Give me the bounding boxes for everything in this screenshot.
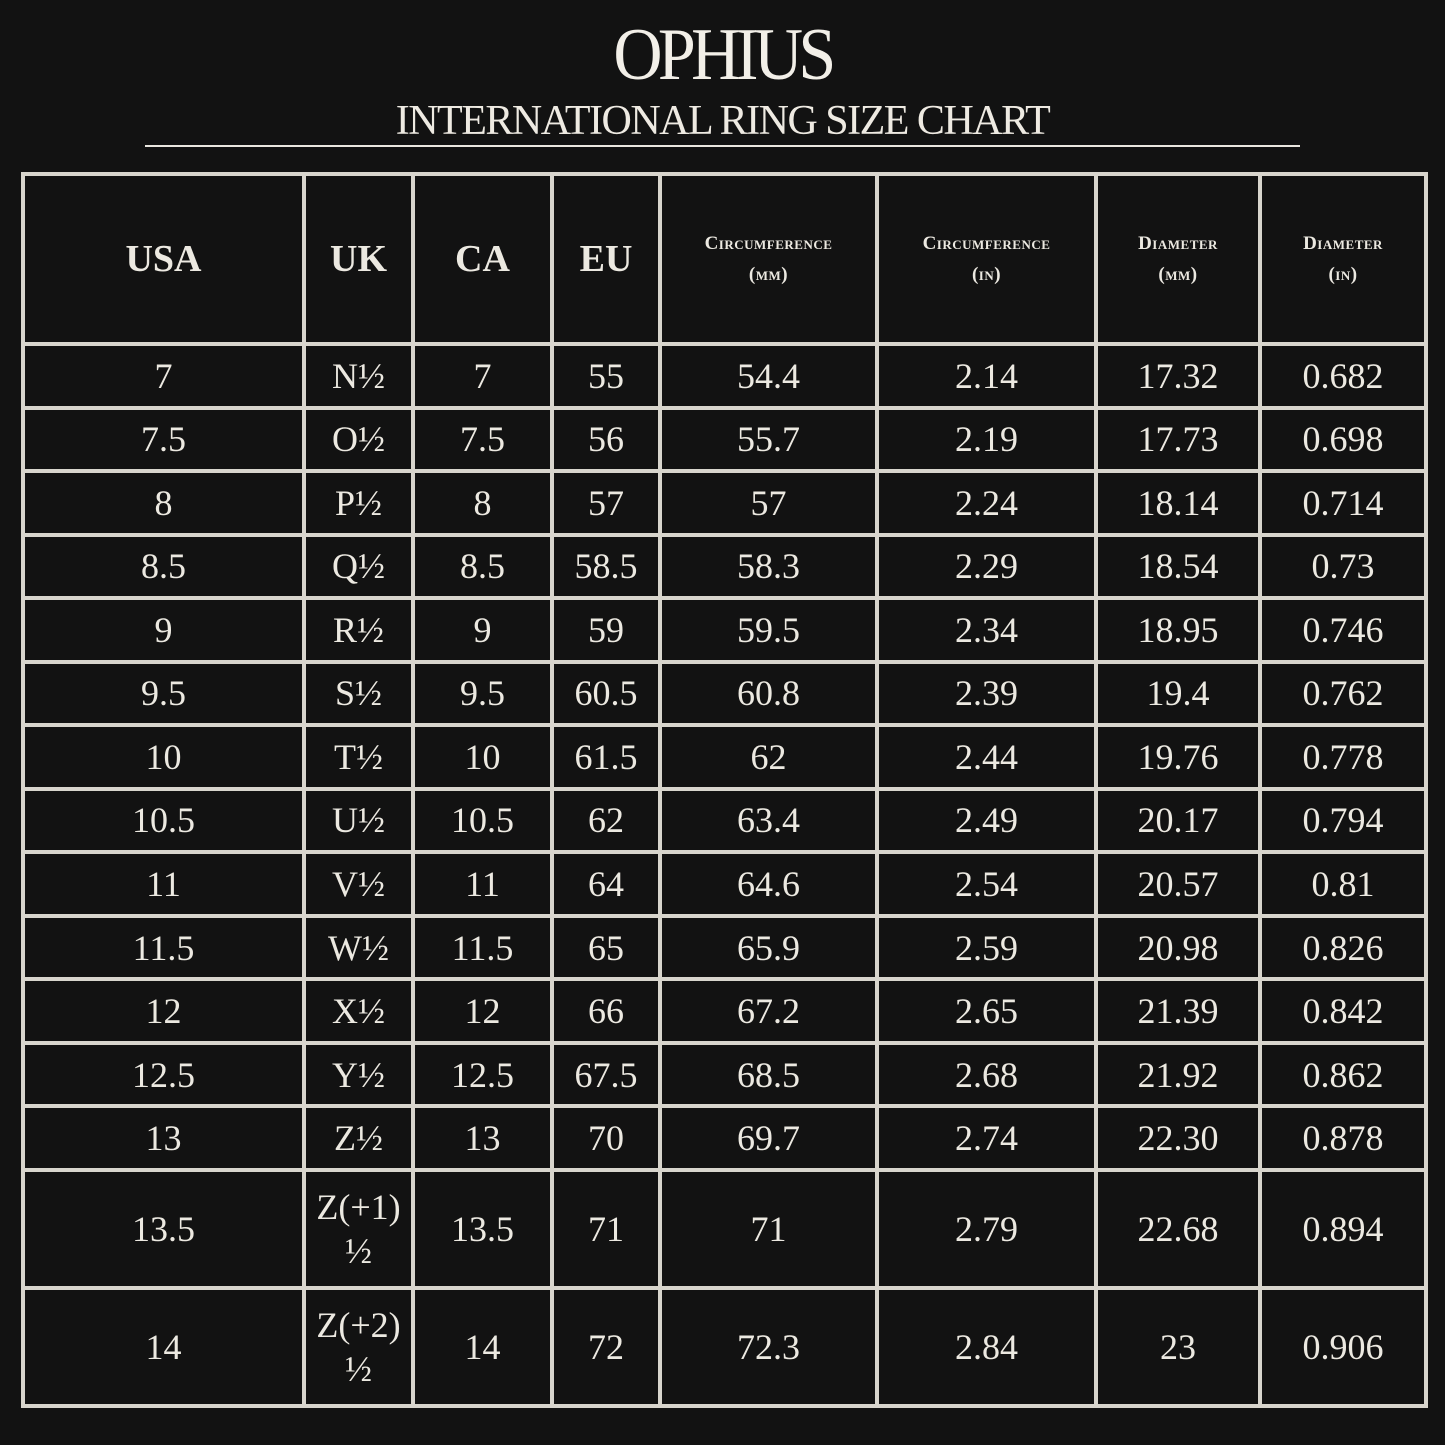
table-row bbox=[23, 408, 1426, 472]
cell-diameter-mm: 21.39 bbox=[1096, 979, 1260, 1043]
cell-ca: 13 bbox=[413, 1106, 552, 1170]
cell-circumference-in: 2.39 bbox=[877, 662, 1096, 726]
cell-uk: N½ bbox=[304, 344, 413, 408]
cell-circumference-mm: 67.2 bbox=[660, 979, 877, 1043]
page-title: INTERNATIONAL RING SIZE CHART bbox=[395, 98, 1050, 144]
brand-logo: OPHIUS bbox=[613, 14, 832, 96]
cell-diameter-in: 0.762 bbox=[1260, 662, 1426, 726]
cell-usa: 8.5 bbox=[23, 535, 304, 599]
cell-eu: 64 bbox=[552, 852, 660, 916]
cell-circumference-mm: 68.5 bbox=[660, 1043, 877, 1107]
cell-circumference-in: 2.49 bbox=[877, 789, 1096, 853]
cell-uk: Z(+1) ½ bbox=[304, 1170, 413, 1288]
cell-eu: 57 bbox=[552, 471, 660, 535]
cell-usa: 11 bbox=[23, 852, 304, 916]
cell-uk: T½ bbox=[304, 725, 413, 789]
header-uk: UK bbox=[304, 174, 413, 344]
table-row bbox=[23, 852, 1426, 916]
cell-circumference-mm: 69.7 bbox=[660, 1106, 877, 1170]
cell-circumference-mm: 60.8 bbox=[660, 662, 877, 726]
cell-usa: 12.5 bbox=[23, 1043, 304, 1107]
cell-circumference-in: 2.14 bbox=[877, 344, 1096, 408]
cell-circumference-mm: 63.4 bbox=[660, 789, 877, 853]
cell-diameter-mm: 19.76 bbox=[1096, 725, 1260, 789]
cell-diameter-mm: 17.32 bbox=[1096, 344, 1260, 408]
cell-circumference-mm: 58.3 bbox=[660, 535, 877, 599]
cell-uk: Z½ bbox=[304, 1106, 413, 1170]
cell-circumference-in: 2.68 bbox=[877, 1043, 1096, 1107]
cell-diameter-in: 0.842 bbox=[1260, 979, 1426, 1043]
cell-diameter-mm: 23 bbox=[1096, 1288, 1260, 1406]
cell-ca: 8 bbox=[413, 471, 552, 535]
cell-uk: R½ bbox=[304, 598, 413, 662]
cell-circumference-mm: 54.4 bbox=[660, 344, 877, 408]
cell-usa: 11.5 bbox=[23, 916, 304, 980]
cell-eu: 65 bbox=[552, 916, 660, 980]
cell-uk: Y½ bbox=[304, 1043, 413, 1107]
cell-ca: 7.5 bbox=[413, 408, 552, 472]
cell-diameter-mm: 20.17 bbox=[1096, 789, 1260, 853]
cell-eu: 70 bbox=[552, 1106, 660, 1170]
cell-uk: P½ bbox=[304, 471, 413, 535]
header-diameter-in: Diameter (in) bbox=[1260, 174, 1426, 344]
cell-diameter-mm: 20.98 bbox=[1096, 916, 1260, 980]
table-row bbox=[23, 1106, 1426, 1170]
cell-usa: 13 bbox=[23, 1106, 304, 1170]
cell-usa: 7.5 bbox=[23, 408, 304, 472]
cell-diameter-mm: 20.57 bbox=[1096, 852, 1260, 916]
cell-circumference-in: 2.54 bbox=[877, 852, 1096, 916]
cell-usa: 10.5 bbox=[23, 789, 304, 853]
header-usa: USA bbox=[23, 174, 304, 344]
cell-diameter-mm: 17.73 bbox=[1096, 408, 1260, 472]
header-ca: CA bbox=[413, 174, 552, 344]
cell-ca: 10 bbox=[413, 725, 552, 789]
table-row bbox=[23, 662, 1426, 726]
cell-circumference-mm: 72.3 bbox=[660, 1288, 877, 1406]
cell-uk: Q½ bbox=[304, 535, 413, 599]
cell-uk: S½ bbox=[304, 662, 413, 726]
header-circumference-mm: Circumference (mm) bbox=[660, 174, 877, 344]
cell-eu: 62 bbox=[552, 789, 660, 853]
cell-usa: 13.5 bbox=[23, 1170, 304, 1288]
cell-usa: 12 bbox=[23, 979, 304, 1043]
table-body bbox=[23, 344, 1426, 1406]
cell-eu: 67.5 bbox=[552, 1043, 660, 1107]
table-row bbox=[23, 471, 1426, 535]
cell-diameter-in: 0.81 bbox=[1260, 852, 1426, 916]
cell-ca: 9 bbox=[413, 598, 552, 662]
table-row bbox=[23, 535, 1426, 599]
cell-eu: 60.5 bbox=[552, 662, 660, 726]
cell-diameter-mm: 18.14 bbox=[1096, 471, 1260, 535]
cell-eu: 58.5 bbox=[552, 535, 660, 599]
cell-ca: 12.5 bbox=[413, 1043, 552, 1107]
cell-circumference-mm: 64.6 bbox=[660, 852, 877, 916]
cell-circumference-in: 2.24 bbox=[877, 471, 1096, 535]
cell-eu: 59 bbox=[552, 598, 660, 662]
cell-circumference-in: 2.29 bbox=[877, 535, 1096, 599]
cell-eu: 71 bbox=[552, 1170, 660, 1288]
cell-circumference-in: 2.84 bbox=[877, 1288, 1096, 1406]
cell-eu: 56 bbox=[552, 408, 660, 472]
cell-uk: W½ bbox=[304, 916, 413, 980]
cell-diameter-in: 0.778 bbox=[1260, 725, 1426, 789]
cell-diameter-in: 0.746 bbox=[1260, 598, 1426, 662]
cell-ca: 12 bbox=[413, 979, 552, 1043]
cell-uk: V½ bbox=[304, 852, 413, 916]
cell-usa: 9 bbox=[23, 598, 304, 662]
cell-circumference-in: 2.59 bbox=[877, 916, 1096, 980]
table-row bbox=[23, 1043, 1426, 1107]
cell-ca: 13.5 bbox=[413, 1170, 552, 1288]
cell-diameter-mm: 19.4 bbox=[1096, 662, 1260, 726]
cell-diameter-in: 0.826 bbox=[1260, 916, 1426, 980]
cell-diameter-mm: 21.92 bbox=[1096, 1043, 1260, 1107]
cell-ca: 11.5 bbox=[413, 916, 552, 980]
cell-diameter-mm: 22.30 bbox=[1096, 1106, 1260, 1170]
cell-eu: 55 bbox=[552, 344, 660, 408]
table-row bbox=[23, 1170, 1426, 1288]
cell-diameter-mm: 22.68 bbox=[1096, 1170, 1260, 1288]
header-eu: EU bbox=[552, 174, 660, 344]
cell-ca: 11 bbox=[413, 852, 552, 916]
cell-diameter-in: 0.794 bbox=[1260, 789, 1426, 853]
header-diameter-mm: Diameter (mm) bbox=[1096, 174, 1260, 344]
cell-diameter-mm: 18.95 bbox=[1096, 598, 1260, 662]
cell-circumference-mm: 55.7 bbox=[660, 408, 877, 472]
table-row bbox=[23, 725, 1426, 789]
table-row bbox=[23, 789, 1426, 853]
cell-circumference-mm: 71 bbox=[660, 1170, 877, 1288]
table-row bbox=[23, 979, 1426, 1043]
cell-ca: 8.5 bbox=[413, 535, 552, 599]
cell-usa: 7 bbox=[23, 344, 304, 408]
title-divider bbox=[145, 145, 1300, 147]
cell-eu: 72 bbox=[552, 1288, 660, 1406]
cell-circumference-in: 2.19 bbox=[877, 408, 1096, 472]
cell-circumference-mm: 59.5 bbox=[660, 598, 877, 662]
cell-ca: 10.5 bbox=[413, 789, 552, 853]
cell-usa: 8 bbox=[23, 471, 304, 535]
cell-eu: 66 bbox=[552, 979, 660, 1043]
cell-diameter-in: 0.682 bbox=[1260, 344, 1426, 408]
cell-eu: 61.5 bbox=[552, 725, 660, 789]
header-circumference-in: Circumference (in) bbox=[877, 174, 1096, 344]
cell-diameter-in: 0.894 bbox=[1260, 1170, 1426, 1288]
table-row bbox=[23, 344, 1426, 408]
cell-diameter-mm: 18.54 bbox=[1096, 535, 1260, 599]
cell-diameter-in: 0.698 bbox=[1260, 408, 1426, 472]
cell-ca: 9.5 bbox=[413, 662, 552, 726]
cell-circumference-mm: 62 bbox=[660, 725, 877, 789]
cell-uk: U½ bbox=[304, 789, 413, 853]
ring-size-table bbox=[21, 172, 1428, 1408]
cell-circumference-mm: 57 bbox=[660, 471, 877, 535]
table-row bbox=[23, 1288, 1426, 1406]
cell-uk: X½ bbox=[304, 979, 413, 1043]
cell-ca: 7 bbox=[413, 344, 552, 408]
table-header-row bbox=[23, 174, 1426, 344]
table-row bbox=[23, 598, 1426, 662]
cell-usa: 10 bbox=[23, 725, 304, 789]
cell-diameter-in: 0.878 bbox=[1260, 1106, 1426, 1170]
cell-circumference-mm: 65.9 bbox=[660, 916, 877, 980]
cell-circumference-in: 2.65 bbox=[877, 979, 1096, 1043]
cell-diameter-in: 0.862 bbox=[1260, 1043, 1426, 1107]
cell-diameter-in: 0.714 bbox=[1260, 471, 1426, 535]
cell-circumference-in: 2.79 bbox=[877, 1170, 1096, 1288]
cell-usa: 14 bbox=[23, 1288, 304, 1406]
cell-circumference-in: 2.44 bbox=[877, 725, 1096, 789]
table-row bbox=[23, 916, 1426, 980]
cell-usa: 9.5 bbox=[23, 662, 304, 726]
cell-uk: Z(+2) ½ bbox=[304, 1288, 413, 1406]
cell-circumference-in: 2.74 bbox=[877, 1106, 1096, 1170]
cell-ca: 14 bbox=[413, 1288, 552, 1406]
cell-diameter-in: 0.906 bbox=[1260, 1288, 1426, 1406]
cell-circumference-in: 2.34 bbox=[877, 598, 1096, 662]
cell-uk: O½ bbox=[304, 408, 413, 472]
cell-diameter-in: 0.73 bbox=[1260, 535, 1426, 599]
